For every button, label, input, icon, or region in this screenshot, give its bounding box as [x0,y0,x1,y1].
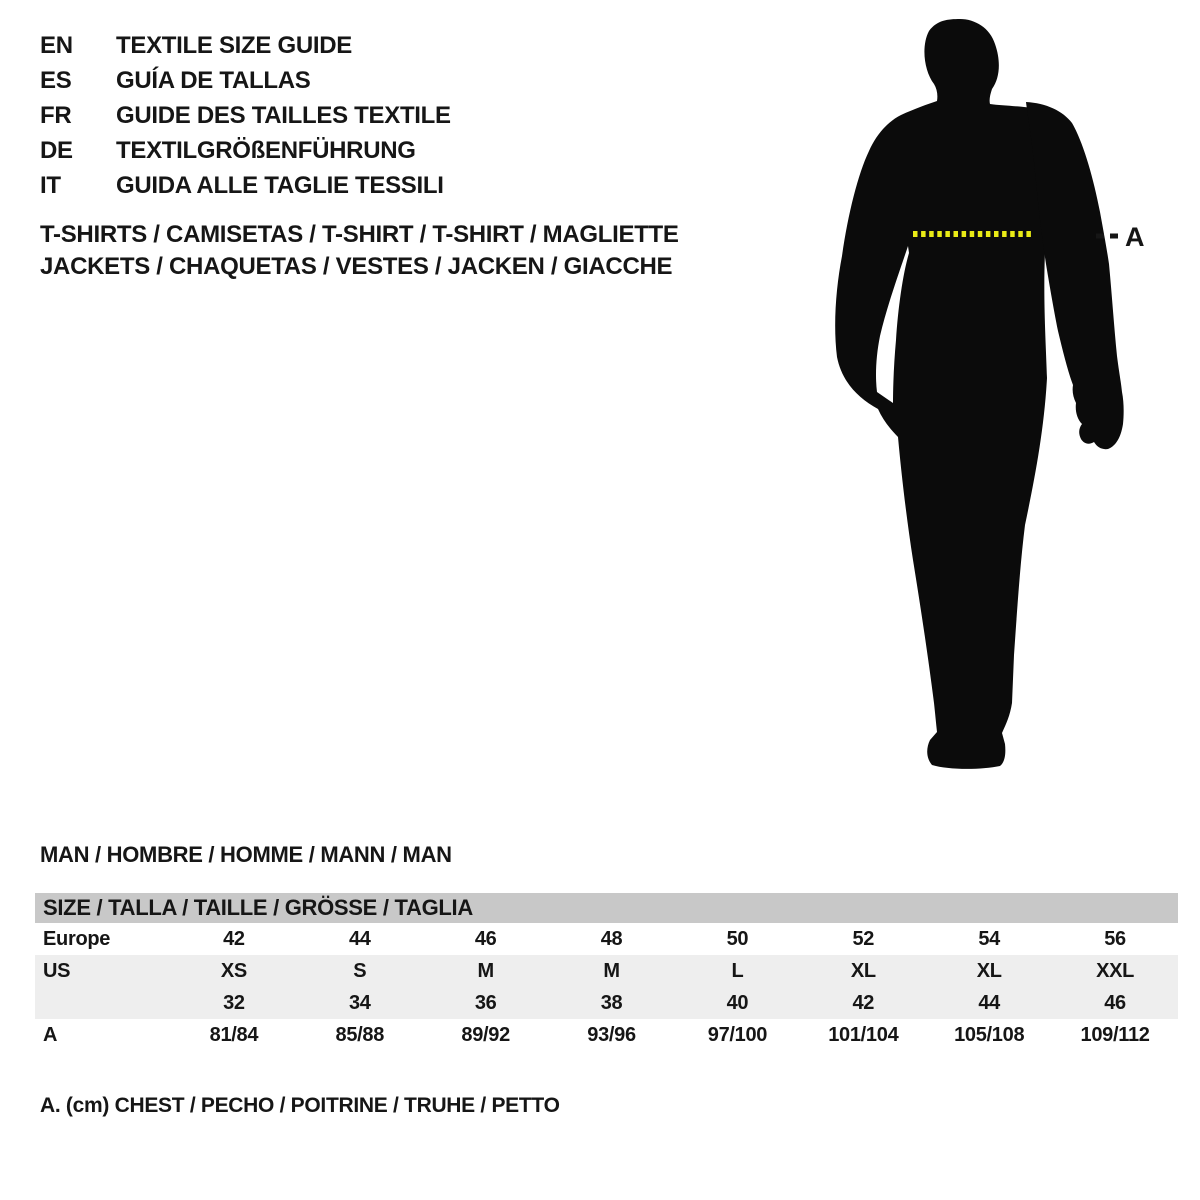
value-cell: XXL [1096,959,1135,982]
value-cell: 46 [1104,991,1126,1014]
value-cell: 93/96 [587,1023,636,1046]
value-cell: 56 [1104,927,1126,950]
value-cell: XS [220,959,247,982]
language-guide-title: GUIDE DES TAILLES TEXTILE [116,101,451,129]
language-row [40,168,451,203]
size-table-header: SIZE / TALLA / TAILLE / GRÖSSE / TAGLIA [35,893,1178,923]
language-row [40,133,451,168]
size-table-body [35,923,1178,1051]
language-row [40,63,451,98]
value-cell: 52 [852,927,875,950]
value-cell: 34 [348,991,371,1014]
value-cell: 101/104 [828,1023,899,1046]
section-title: MAN / HOMBRE / HOMME / MANN / MAN [40,842,452,867]
value-cell: 44 [978,991,1001,1014]
value-cell: 40 [726,991,749,1014]
value-cell: 89/92 [461,1023,510,1046]
value-cell: M [603,959,620,982]
language-guide-title: TEXTILGRÖßENFÜHRUNG [116,136,416,164]
value-cell: 42 [223,927,245,950]
value-cell: 54 [978,927,1001,950]
value-cell: 32 [223,991,245,1014]
row-label-cell: US [43,959,71,982]
language-guide-title: GUÍA DE TALLAS [116,66,311,94]
category-line: JACKETS / CHAQUETAS / VESTES / JACKEN / GIACCHE [40,253,673,280]
man-silhouette-figure [820,0,1200,800]
value-cell: 109/112 [1080,1023,1150,1046]
language-list [40,28,451,203]
value-cell: 44 [348,927,371,950]
table-row [35,923,1178,955]
value-cell: 50 [726,927,749,950]
measure-label-a: A [1125,222,1145,252]
language-code: EN [40,31,73,59]
value-cell: 48 [600,927,623,950]
value-cell: 42 [852,991,875,1014]
value-cell: 85/88 [335,1023,385,1046]
language-row [40,28,451,63]
category-line: T-SHIRTS / CAMISETAS / T-SHIRT / T-SHIRT / MAGLIETTE [40,221,679,248]
language-row [40,98,451,133]
category-list [40,219,679,283]
language-code: IT [40,171,61,199]
value-cell: 36 [474,991,497,1014]
table-row [35,955,1178,987]
value-cell: L [731,959,744,982]
language-code: DE [40,136,73,164]
language-guide-title: TEXTILE SIZE GUIDE [116,31,352,59]
value-cell: XL [850,959,876,982]
value-cell: 105/108 [954,1023,1025,1046]
value-cell: 38 [600,991,623,1014]
value-cell: 97/100 [707,1023,768,1046]
language-code: ES [40,66,72,94]
value-cell: 46 [474,927,497,950]
language-guide-title: GUIDA ALLE TAGLIE TESSILI [116,171,444,199]
language-code: FR [40,101,72,129]
footer-note: A. (cm) CHEST / PECHO / POITRINE / TRUHE / PETTO [40,1094,560,1117]
value-cell: 81/84 [209,1023,259,1046]
table-row [35,987,1178,1019]
table-row [35,1019,1178,1051]
value-cell: XL [976,959,1002,982]
value-cell: M [477,959,494,982]
row-label-cell: Europe [43,927,111,950]
value-cell: S [353,959,367,982]
row-label-cell: A [43,1023,58,1046]
size-table [35,893,1178,1051]
